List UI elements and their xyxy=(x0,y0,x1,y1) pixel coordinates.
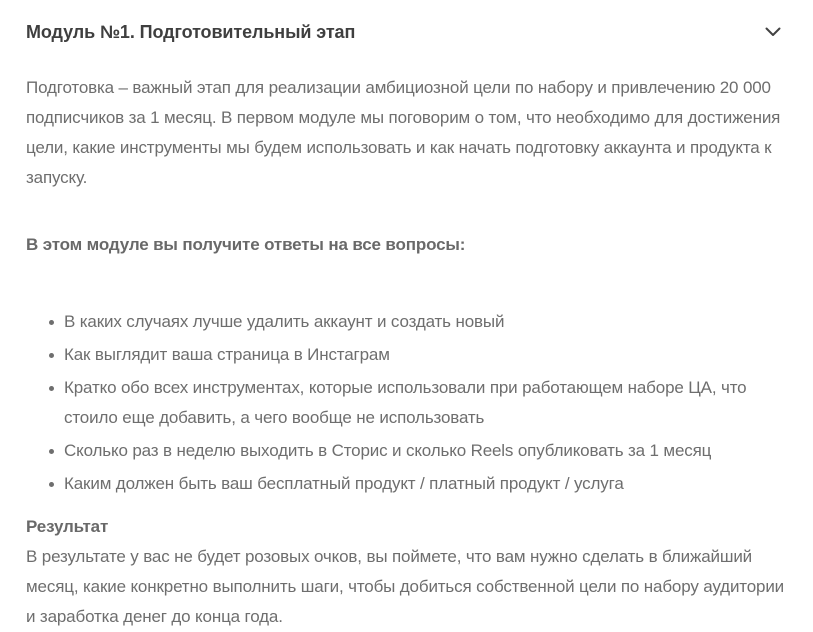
intro-paragraph: Подготовка – важный этап для реализации амбициозной цели по набору и привлечению 20 000 подписчиков за 1 месяц. В первом модуле мы поговорим о том, что необходимо для достижения цели, какие инструменты мы будем использовать и как начать подготовку аккаунта и продукта к запуску. xyxy=(26,78,781,187)
questions-heading: В этом модуле вы получите ответы на все вопросы: xyxy=(26,235,466,254)
list-item: Сколько раз в неделю выходить в Сторис и сколько Reels опубликовать за 1 месяц xyxy=(26,436,785,466)
list-item: В каких случаях лучше удалить аккаунт и создать новый xyxy=(26,307,785,337)
module-title: Модуль №1. Подготовительный этап xyxy=(26,21,356,42)
chevron-down-icon[interactable] xyxy=(765,27,781,37)
list-item: Как выглядит ваша страница в Инстаграм xyxy=(26,340,785,370)
list-item: Каким должен быть ваш бесплатный продукт / платный продукт / услуга xyxy=(26,469,785,499)
result-heading: Результат xyxy=(26,517,109,536)
result-paragraph: В результате у вас не будет розовых очков, вы поймете, что вам нужно сделать в ближайший месяц, какие конкретно выполнить шаги, чтобы добиться собственной цели по набору аудитории и заработка денег до конца года. xyxy=(26,547,785,626)
list-item: Кратко обо всех инструментах, которые использовали при работающем наборе ЦА, что стоило еще добавить, а чего вообще не использовать xyxy=(26,373,785,433)
accordion-header[interactable] xyxy=(26,17,785,47)
questions-list xyxy=(26,307,785,499)
